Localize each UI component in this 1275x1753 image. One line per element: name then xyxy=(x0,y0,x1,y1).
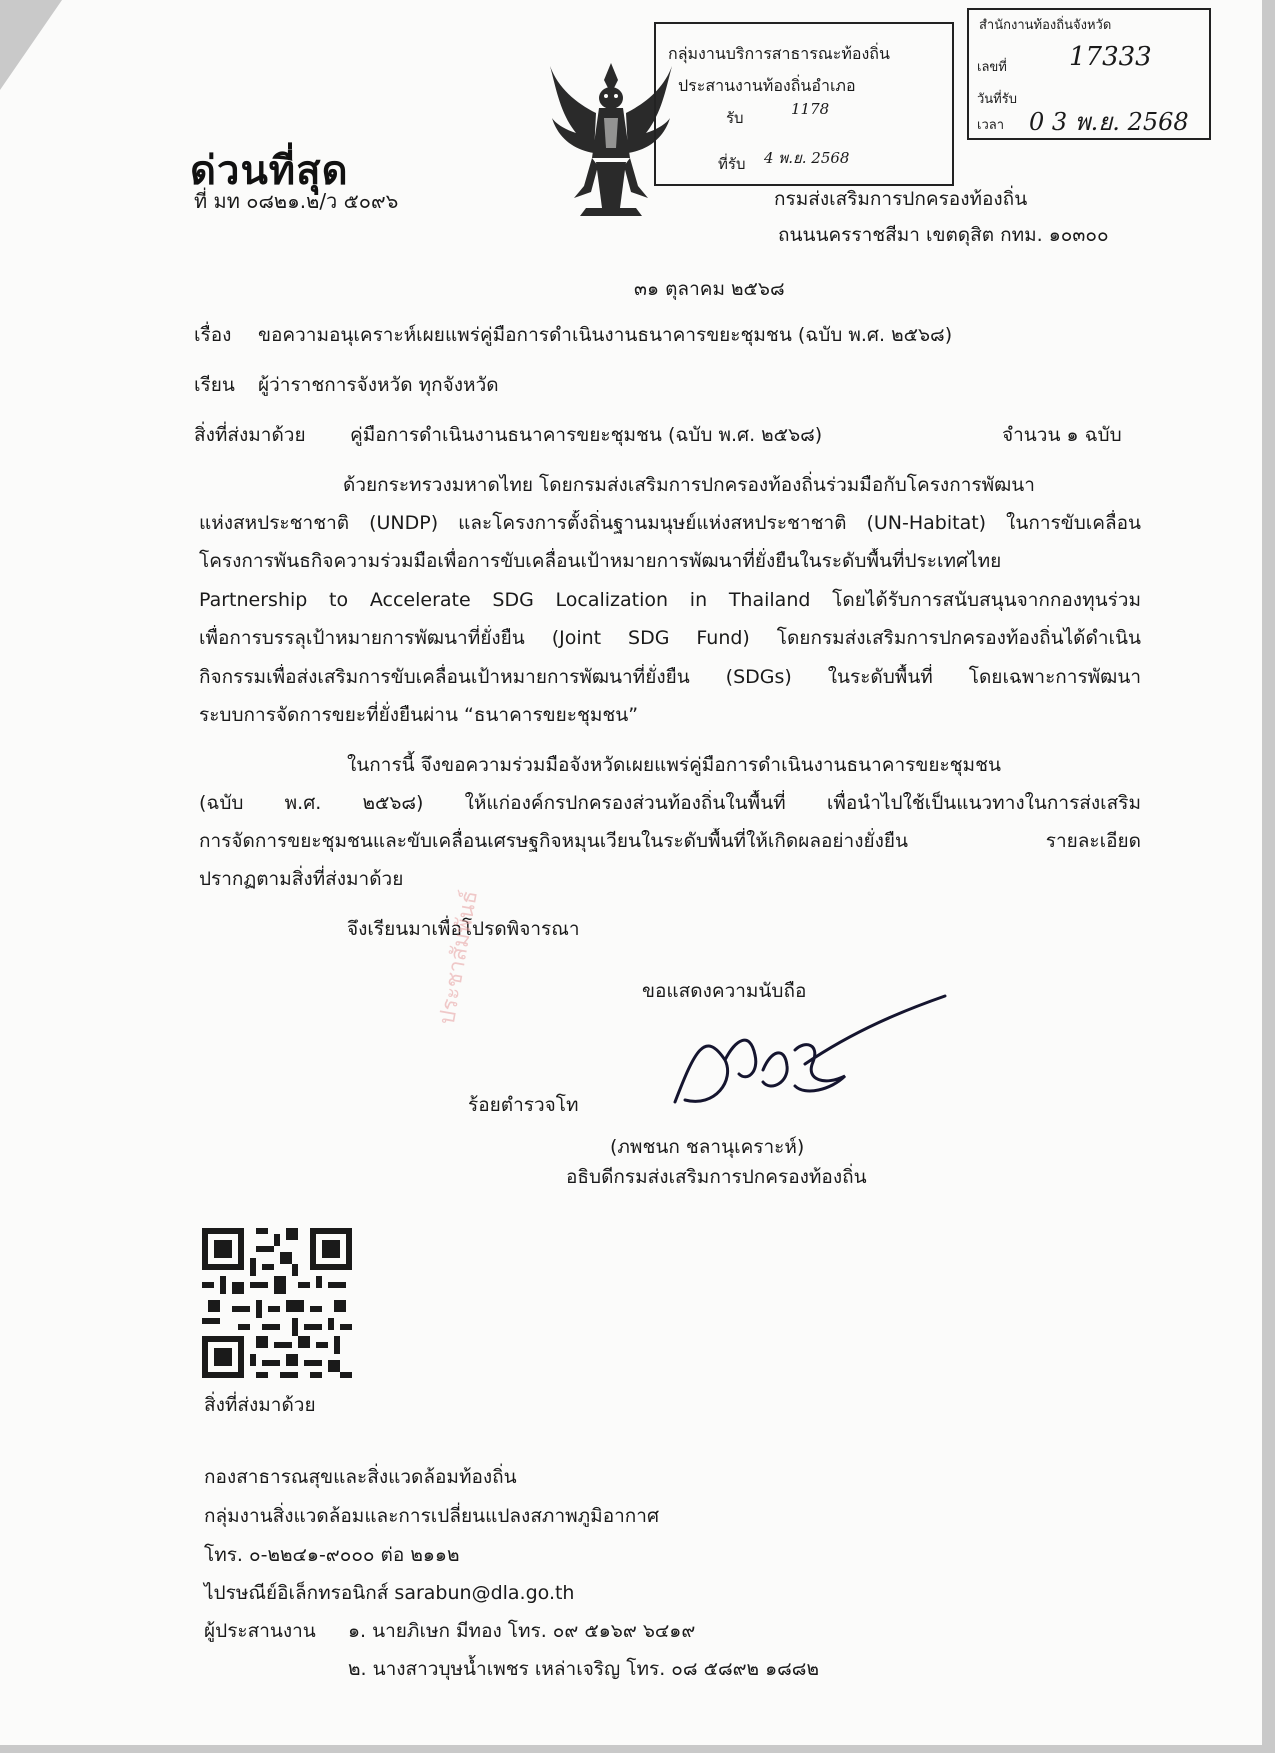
stamp-date-received-value: 0 3 พ.ย. 2568 xyxy=(1029,108,1189,136)
stamp-recv-label: รับ xyxy=(726,109,744,127)
closing-salutation: ขอแสดงความนับถือ xyxy=(642,980,807,1002)
paragraph-1-line: โครงการพันธกิจความร่วมมือเพื่อการขับเคลื่อนเป้าหมายการพัฒนาที่ยั่งยืนในระดับพื้นที่ประเทศไทย xyxy=(199,550,1002,572)
stamp-date-label: ที่รับ xyxy=(718,155,746,173)
subject-label: เรื่อง xyxy=(194,324,232,346)
receipt-stamp-province xyxy=(967,8,1211,140)
subject-text: ขอความอนุเคราะห์เผยแพร่คู่มือการดำเนินงานธนาคารขยะชุมชน (ฉบับ พ.ศ. ๒๕๖๘) xyxy=(258,324,953,346)
stamp-recv-number: 1178 xyxy=(791,100,830,118)
signer-name: (ภพชนก ชลานุเคราะห์) xyxy=(610,1136,805,1158)
enclosure-label: สิ่งที่ส่งมาด้วย xyxy=(194,424,306,446)
urgency-heading: ด่วนที่สุด xyxy=(190,148,349,194)
paragraph-1-line: ด้วยกระทรวงมหาดไทย โดยกรมส่งเสริมการปกครองท้องถิ่นร่วมมือกับโครงการพัฒนา xyxy=(343,474,1035,496)
enclosure-text: คู่มือการดำเนินงานธนาคารขยะชุมชน (ฉบับ พ.ศ. ๒๕๖๘) xyxy=(350,424,823,446)
closing-request: จึงเรียนมาเพื่อโปรดพิจารณา xyxy=(347,918,580,940)
footer-coordinator-label: ผู้ประสานงาน xyxy=(204,1620,316,1642)
footer-phone: โทร. ๐-๒๒๔๑-๙๐๐๐ ต่อ ๒๑๑๒ xyxy=(204,1544,460,1566)
sender-org: กรมส่งเสริมการปกครองท้องถิ่น xyxy=(774,188,1028,210)
signer-title: อธิบดีกรมส่งเสริมการปกครองท้องถิ่น xyxy=(566,1166,867,1188)
to-text: ผู้ว่าราชการจังหวัด ทุกจังหวัด xyxy=(258,374,499,396)
footer-email: ไปรษณีย์อิเล็กทรอนิกส์ sarabun@dla.go.th xyxy=(204,1582,575,1604)
paragraph-2-line: การจัดการขยะชุมชนและขับเคลื่อนเศรษฐกิจหมุนเวียนในระดับพื้นที่ให้เกิดผลอย่างยั่งยืน รายละเอียด xyxy=(199,830,1141,852)
footer-coordinator-1: ๑. นายภิเษก มีทอง โทร. ๐๙ ๕๑๖๙ ๖๔๑๙ xyxy=(348,1620,696,1642)
faint-red-stamp: ประชาสัมพันธ์ xyxy=(434,888,483,1027)
sender-address: ถนนนครราชสีมา เขตดุสิต กทม. ๑๐๓๐๐ xyxy=(778,224,1109,246)
signer-rank: ร้อยตำรวจโท xyxy=(468,1094,579,1116)
paragraph-1-line: กิจกรรมเพื่อส่งเสริมการขับเคลื่อนเป้าหมายการพัฒนาที่ยั่งยืน (SDGs) ในระดับพื้นที่ โดยเฉพาะการพัฒนา xyxy=(199,666,1141,688)
paragraph-1-line: ระบบการจัดการขยะที่ยั่งยืนผ่าน “ธนาคารขยะชุมชน” xyxy=(199,704,639,726)
footer-group: กลุ่มงานสิ่งแวดล้อมและการเปลี่ยนแปลงสภาพภูมิอากาศ xyxy=(204,1505,660,1527)
paragraph-2-line: ปรากฏตามสิ่งที่ส่งมาด้วย xyxy=(199,868,404,890)
paragraph-1-line: เพื่อการบรรลุเป้าหมายการพัฒนาที่ยั่งยืน (Joint SDG Fund) โดยกรมส่งเสริมการปกครองท้องถิ่นได้ดำเนิน xyxy=(199,627,1141,649)
stamp-time-label: เวลา xyxy=(977,118,1005,133)
paragraph-2-line: ในการนี้ จึงขอความร่วมมือจังหวัดเผยแพร่คู่มือการดำเนินงานธนาคารขยะชุมชน xyxy=(347,754,1001,776)
enclosure-count: จำนวน ๑ ฉบับ xyxy=(1002,424,1122,446)
paragraph-1-line: แห่งสหประชาชาติ (UNDP) และโครงการตั้งถิ่นฐานมนุษย์แห่งสหประชาชาติ (UN-Habitat) ในการขับเคลื่อน xyxy=(199,512,1141,534)
stamp-line-1: กลุ่มงานบริการสาธารณะท้องถิ่น xyxy=(668,44,890,63)
qr-caption: สิ่งที่ส่งมาด้วย xyxy=(204,1394,316,1416)
stamp-date-received-label: วันที่รับ xyxy=(977,92,1017,107)
stamp-date-value: 4 พ.ย. 2568 xyxy=(764,149,850,167)
document-date: ๓๑ ตุลาคม ๒๕๖๘ xyxy=(634,278,785,300)
qr-code-icon xyxy=(202,1228,352,1378)
to-label: เรียน xyxy=(194,374,235,396)
stamp-no-label: เลขที่ xyxy=(977,60,1007,75)
signature-icon xyxy=(655,990,955,1120)
stamp-no-value: 17333 xyxy=(1069,42,1152,72)
document-number: ที่ มท ๐๘๒๑.๒/ว ๕๐๙๖ xyxy=(194,189,399,213)
footer-division: กองสาธารณสุขและสิ่งแวดล้อมท้องถิ่น xyxy=(204,1466,517,1488)
footer-coordinator-2: ๒. นางสาวบุษน้ำเพชร เหล่าเจริญ โทร. ๐๘ ๕๘๙๒ ๑๘๘๒ xyxy=(348,1658,819,1680)
paragraph-2-line: (ฉบับ พ.ศ. ๒๕๖๘) ให้แก่องค์กรปกครองส่วนท้องถิ่นในพื้นที่ เพื่อนำไปใช้เป็นแนวทางในการส่งเสริม xyxy=(199,792,1141,814)
stamp-province-header: สำนักงานท้องถิ่นจังหวัด xyxy=(979,18,1112,33)
stamp-line-2: ประสานงานท้องถิ่นอำเภอ xyxy=(678,76,856,95)
paragraph-1-line: Partnership to Accelerate SDG Localization in Thailand โดยได้รับการสนับสนุนจากกองทุนร่วม xyxy=(199,589,1141,611)
receipt-stamp-district xyxy=(654,22,954,186)
